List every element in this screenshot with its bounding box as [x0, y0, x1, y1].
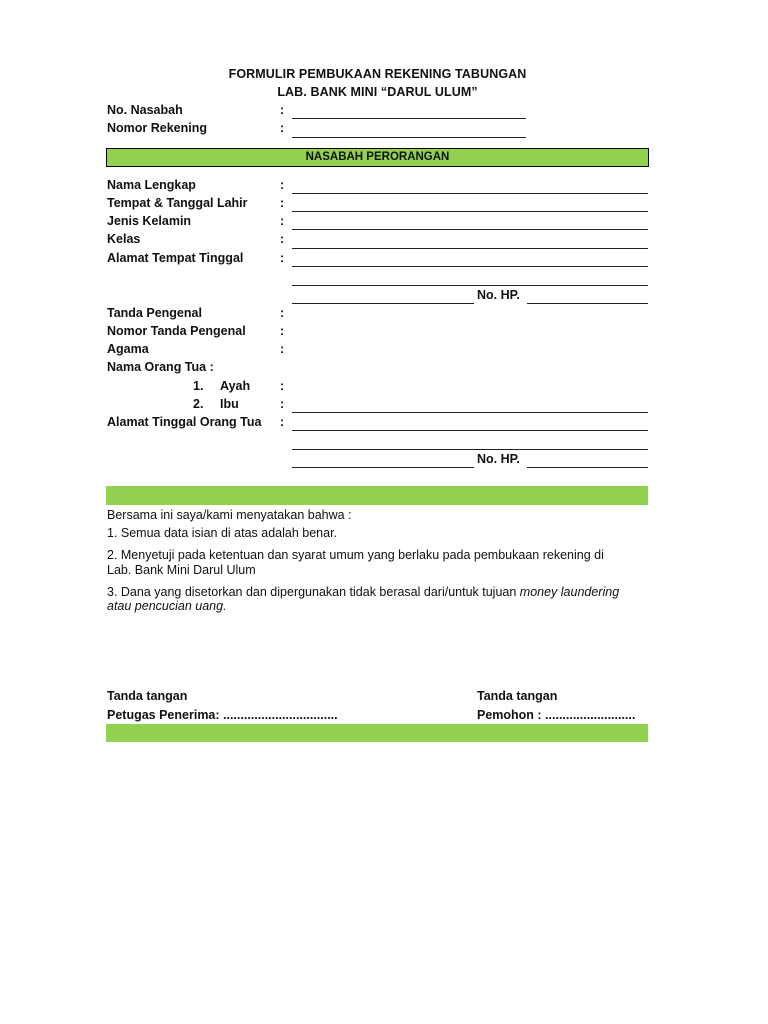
ayah-number: 1. [193, 379, 204, 393]
kelas-field[interactable] [292, 248, 648, 249]
colon: : [280, 121, 285, 135]
label-ibu: Ibu [220, 397, 239, 411]
label-agama: Agama [107, 342, 149, 356]
alamat-orang-tua-line-3[interactable] [292, 467, 474, 468]
no-nasabah-field[interactable] [292, 118, 526, 119]
colon: : [280, 196, 285, 210]
ibu-field[interactable] [292, 412, 648, 413]
signature-right-label: Tanda tangan [477, 689, 558, 703]
label-jenis-kelamin: Jenis Kelamin [107, 214, 192, 228]
declaration-item-3-italic: money laundering [519, 585, 620, 599]
ttl-field[interactable] [292, 211, 648, 212]
declaration-item-3-line-2 [107, 599, 227, 613]
label-no-hp: No. HP. [477, 288, 520, 302]
colon: : [280, 306, 285, 320]
label-no-hp-orang-tua: No. HP. [477, 452, 520, 466]
ibu-number: 2. [193, 397, 204, 411]
signature-petugas: Petugas Penerima: ................................. [107, 708, 338, 722]
jenis-kelamin-field[interactable] [292, 229, 648, 230]
declaration-item-1: 1. Semua data isian di atas adalah benar. [107, 526, 338, 540]
colon: : [280, 178, 285, 192]
no-hp-field[interactable] [527, 303, 648, 304]
alamat-field-line-3[interactable] [292, 303, 474, 304]
alamat-orang-tua-line-1[interactable] [292, 430, 648, 431]
alamat-orang-tua-line-2[interactable] [292, 449, 648, 450]
form-subtitle: LAB. BANK MINI “DARUL ULUM” [277, 85, 478, 99]
label-ayah: Ayah [220, 379, 251, 393]
label-ttl: Tempat & Tanggal Lahir [107, 196, 248, 210]
signature-left-label: Tanda tangan [107, 689, 188, 703]
label-kelas: Kelas [107, 232, 141, 246]
colon: : [280, 342, 285, 356]
section-header: NASABAH PERORANGAN [106, 148, 649, 167]
label-alamat-orang-tua: Alamat Tinggal Orang Tua [107, 415, 262, 429]
declaration-item-3-line-1 [107, 585, 619, 599]
colon: : [280, 397, 285, 411]
declaration-intro: Bersama ini saya/kami menyatakan bahwa : [107, 508, 352, 522]
alamat-field-line-1[interactable] [292, 266, 648, 267]
signature-pemohon: Pemohon : .......................... [477, 708, 636, 722]
colon: : [280, 415, 285, 429]
label-alamat: Alamat Tempat Tinggal [107, 251, 244, 265]
colon: : [280, 214, 285, 228]
nama-lengkap-field[interactable] [292, 193, 648, 194]
label-nama-orang-tua: Nama Orang Tua : [107, 360, 214, 374]
colon: : [280, 232, 285, 246]
alamat-field-line-2[interactable] [292, 285, 648, 286]
label-no-nasabah: No. Nasabah [107, 103, 183, 117]
no-hp-orang-tua-field[interactable] [527, 467, 648, 468]
colon: : [280, 379, 285, 393]
label-tanda-pengenal: Tanda Pengenal [107, 306, 202, 320]
nomor-rekening-field[interactable] [292, 137, 526, 138]
label-nomor-rekening: Nomor Rekening [107, 121, 208, 135]
colon: : [280, 103, 285, 117]
colon: : [280, 251, 285, 265]
declaration-item-2-line-1: 2. Menyetuji pada ketentuan dan syarat umum yang berlaku pada pembukaan rekening di [107, 548, 604, 562]
form-title: FORMULIR PEMBUKAAN REKENING TABUNGAN [228, 67, 527, 81]
label-nomor-tanda-pengenal: Nomor Tanda Pengenal [107, 324, 246, 338]
declaration-item-3-text: 3. Dana yang disetorkan dan dipergunakan tidak berasal dari/untuk tujuan [107, 585, 520, 599]
declaration-item-3-italic-2: atau pencucian uang. [107, 599, 227, 613]
declaration-item-2-line-2: Lab. Bank Mini Darul Ulum [107, 563, 256, 577]
label-nama-lengkap: Nama Lengkap [107, 178, 196, 192]
divider-bar [106, 486, 648, 505]
colon: : [280, 324, 285, 338]
footer-bar [106, 724, 648, 742]
